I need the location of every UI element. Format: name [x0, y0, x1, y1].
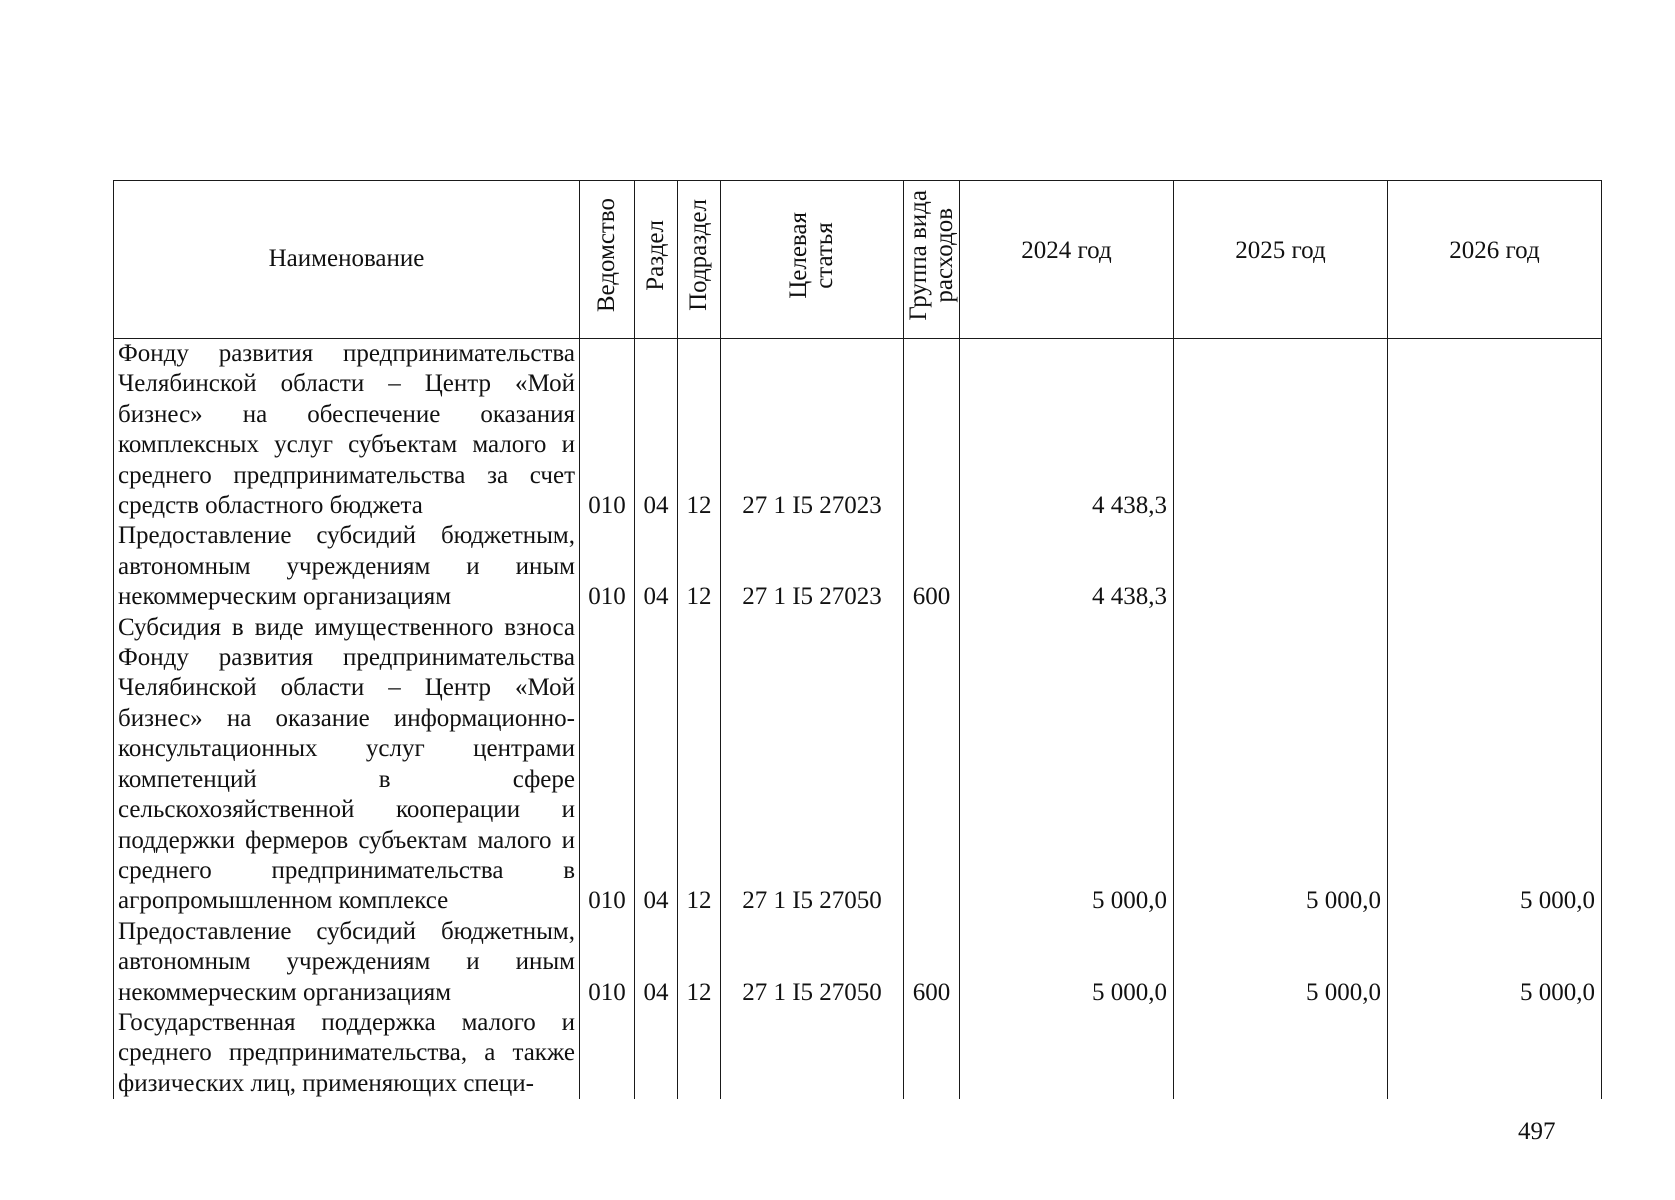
header-name [114, 181, 580, 339]
header-2024-label: 2024 год [1021, 237, 1112, 265]
header-podrazdel [678, 181, 721, 339]
table-row [114, 1008, 1602, 1099]
row-2026: 5 000,0 [1388, 613, 1602, 917]
header-expense-group [904, 181, 960, 339]
row-expense-group: 600 [904, 917, 960, 1008]
header-target-article-label: Целевая статья [785, 211, 838, 299]
row-2025: 5 000,0 [1174, 613, 1388, 917]
row-name: Предоставление субсидий бюджетным, автономным учреждениям и иным некоммерческим организациям [114, 917, 580, 1008]
table-row [114, 917, 1602, 1008]
row-name: Фонду развития предпринимательства Челябинской области – Центр «Мой бизнес» на обеспечение оказания комплексных услуг субъектам малого и среднего предпринимательства за счет средств областного бюджета [114, 339, 580, 522]
row-2025 [1174, 521, 1388, 612]
row-target-article: 27 1 I5 27023 [721, 339, 904, 522]
row-2024: 5 000,0 [960, 613, 1174, 917]
row-2026 [1388, 339, 1602, 522]
header-expense-group-label: Группа вида расходов [904, 189, 958, 321]
row-razdel: 04 [635, 613, 678, 917]
row-podrazdel: 12 [678, 917, 721, 1008]
row-vedomstvo: 010 [580, 917, 635, 1008]
header-vedomstvo-label: Ведомство [593, 198, 620, 313]
row-vedomstvo: 010 [580, 613, 635, 917]
row-razdel: 04 [635, 339, 678, 522]
row-2024: 5 000,0 [960, 917, 1174, 1008]
row-vedomstvo: 010 [580, 521, 635, 612]
header-2025 [1174, 181, 1388, 339]
row-podrazdel [678, 1008, 721, 1099]
row-2025 [1174, 1008, 1388, 1099]
row-target-article: 27 1 I5 27050 [721, 613, 904, 917]
row-name: Предоставление субсидий бюджетным, автономным учреждениям и иным некоммерческим организациям [114, 521, 580, 612]
row-2024 [960, 1008, 1174, 1099]
table-row [114, 613, 1602, 917]
table-row [114, 339, 1602, 522]
row-target-article [721, 1008, 904, 1099]
row-expense-group [904, 613, 960, 917]
header-2026 [1388, 181, 1602, 339]
table-row [114, 521, 1602, 612]
row-target-article: 27 1 I5 27050 [721, 917, 904, 1008]
row-2024: 4 438,3 [960, 521, 1174, 612]
row-expense-group [904, 339, 960, 522]
row-razdel: 04 [635, 917, 678, 1008]
header-podrazdel-label: Подраздел [685, 199, 712, 312]
header-2026-label: 2026 год [1449, 237, 1540, 265]
header-2025-label: 2025 год [1235, 237, 1326, 265]
header-vedomstvo [580, 181, 635, 339]
row-podrazdel: 12 [678, 521, 721, 612]
header-row [114, 181, 1602, 339]
row-podrazdel: 12 [678, 339, 721, 522]
row-target-article: 27 1 I5 27023 [721, 521, 904, 612]
row-vedomstvo [580, 1008, 635, 1099]
row-2025: 5 000,0 [1174, 917, 1388, 1008]
row-vedomstvo: 010 [580, 339, 635, 522]
row-2024: 4 438,3 [960, 339, 1174, 522]
header-razdel [635, 181, 678, 339]
row-expense-group [904, 1008, 960, 1099]
page-number: 497 [1518, 1118, 1556, 1145]
header-2024 [960, 181, 1174, 339]
row-2026: 5 000,0 [1388, 917, 1602, 1008]
header-target-article [721, 181, 904, 339]
row-razdel: 04 [635, 521, 678, 612]
row-2026 [1388, 521, 1602, 612]
row-2025 [1174, 339, 1388, 522]
header-razdel-label: Раздел [642, 219, 669, 291]
row-2026 [1388, 1008, 1602, 1099]
row-podrazdel: 12 [678, 613, 721, 917]
row-razdel [635, 1008, 678, 1099]
row-name: Субсидия в виде имущественного взноса Фонду развития предпринимательства Челябинской области – Центр «Мой бизнес» на оказание информационно-консультационных услуг центрами компетенций в сфере сельскохозяйственной кооперации и поддержки фермеров субъектам малого и среднего предпринимательства в агропромышленном комплексе [114, 613, 580, 917]
budget-table [113, 180, 1602, 1099]
row-name: Государственная поддержка малого и среднего предпринимательства, а также физических лиц, применяющих специ- [114, 1008, 580, 1099]
header-name-label: Наименование [268, 245, 425, 273]
row-expense-group: 600 [904, 521, 960, 612]
